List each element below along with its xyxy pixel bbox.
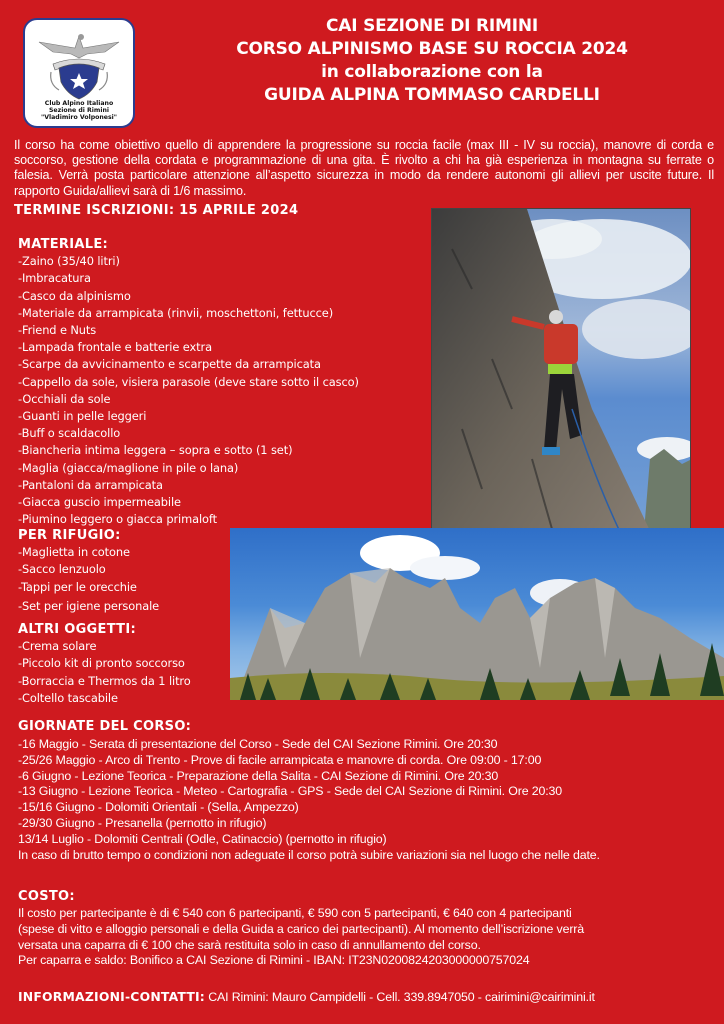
schedule-item: -13 Giugno - Lezione Teorica - Meteo - Cartografia - GPS - Sede del CAI Sezione di Rimini. Ore 20:30 (18, 784, 562, 799)
intro-paragraph: Il corso ha come obiettivo quello di apprendere la progressione su roccia facile (max III - IV su roccia), manovre di corda e soccorso, gestione della cordata e programmazione di una gita. È rivolto a chi ha già esperienza in montagna su ferrate o falesia. Verrà posta particolare attenzione all’aspetto sicurezza in modo da rendere autonomi gli allievi per uscite future. Il rapporto Guida/allievi sarà di 1/6 massimo. (14, 138, 714, 198)
materiale-section (18, 236, 359, 528)
giornate-section (18, 737, 600, 863)
giornate-title: GIORNATE DEL CORSO: (18, 719, 192, 734)
altri-title: ALTRI OGGETTI: (18, 622, 136, 637)
title-line-1: CAI SEZIONE DI RIMINI (326, 16, 538, 36)
costo-line: (spese di vitto e alloggio personali e della Guida a carico dei partecipanti). Al momento dell’iscrizione verrà (18, 921, 585, 936)
dolomites-panorama-art (230, 528, 724, 700)
schedule-item: -15/16 Giugno - Dolomiti Orientali - (Sella, Ampezzo) (18, 800, 299, 815)
landscape-photo (230, 528, 724, 700)
costo-section (18, 906, 710, 969)
schedule-item: -6 Giugno - Lezione Teorica - Preparazione della Salita - CAI Sezione di Rimini. Ore 20:30 (18, 768, 499, 783)
title-line-4: GUIDA ALPINA TOMMASO CARDELLI (264, 85, 600, 105)
list-item: -Piccolo kit di pronto soccorso (18, 656, 185, 671)
contacts-text: CAI Rimini: Mauro Campidelli - Cell. 339.8947050 - cairimini@cairimini.it (204, 990, 595, 1004)
list-item: -Giacca guscio impermeabile (18, 495, 181, 510)
rifugio-title: PER RIFUGIO: (18, 528, 121, 543)
title-line-3: in collaborazione con la (321, 62, 543, 82)
schedule-item: -25/26 Maggio - Arco di Trento - Prove di facile arrampicata e manovre di corda. Ore 09:00 - 17:00 (18, 752, 542, 767)
list-item: -Occhiali da sole (18, 391, 111, 406)
logo-caption (25, 100, 133, 121)
contacts (18, 989, 595, 1004)
list-item: -Crema solare (18, 639, 97, 654)
cai-logo (23, 18, 135, 128)
list-item: -Sacco lenzuolo (18, 562, 106, 577)
contacts-label: INFORMAZIONI-CONTATTI: (18, 989, 205, 1004)
page-title (140, 15, 724, 107)
logo-line: "Vladimiro Volponesi" (40, 114, 117, 121)
list-item: -Tappi per le orecchie (18, 579, 137, 594)
list-item: -Guanti in pelle leggeri (18, 409, 147, 424)
list-item: -Friend e Nuts (18, 323, 97, 338)
list-item: -Coltello tascabile (18, 690, 118, 705)
list-item: -Maglietta in cotone (18, 545, 130, 560)
climber-photo (431, 208, 691, 555)
rifugio-section (18, 527, 159, 615)
list-item: -Borraccia e Thermos da 1 litro (18, 673, 191, 688)
costo-title: COSTO: (18, 889, 75, 904)
schedule-item: 13/14 Luglio - Dolomiti Centrali (Odle, Catinaccio) (pernotto in rifugio) (18, 831, 387, 846)
materiale-title: MATERIALE: (18, 237, 109, 252)
list-item: -Set per igiene personale (18, 598, 160, 613)
costo-line: versata una caparra di € 100 che sarà restituita solo in caso di annullamento del corso. (18, 937, 481, 952)
logo-line: Sezione di Rimini (48, 107, 110, 114)
list-item: -Lampada frontale e batterie extra (18, 340, 212, 355)
schedule-item: -16 Maggio - Serata di presentazione del Corso - Sede del CAI Sezione Rimini. Ore 20:30 (18, 737, 498, 751)
list-item: -Materiale da arrampicata (rinvii, moschettoni, fettucce) (18, 305, 334, 320)
climber-photo-art (432, 209, 691, 555)
schedule-note: In caso di brutto tempo o condizioni non adeguate il corso potrà subire variazioni sia nel luogo che nelle date. (18, 847, 600, 862)
list-item: -Zaino (35/40 litri) (18, 254, 120, 269)
title-line-2: CORSO ALPINISMO BASE SU ROCCIA 2024 (236, 39, 628, 59)
list-item: -Biancheria intima leggera – sopra e sotto (1 set) (18, 443, 293, 458)
costo-line: Per caparra e saldo: Bonifico a CAI Sezione di Rimini - IBAN: IT23N0200824203000000757024 (18, 953, 530, 968)
eagle-shield-icon (35, 26, 123, 100)
list-item: -Scarpe da avvicinamento e scarpette da arrampicata (18, 357, 321, 372)
list-item: -Casco da alpinismo (18, 288, 131, 303)
list-item: -Pantaloni da arrampicata (18, 477, 163, 492)
altri-section (18, 621, 191, 707)
list-item: -Buff o scaldacollo (18, 426, 121, 441)
schedule-item: -29/30 Giugno - Presanella (pernotto in rifugio) (18, 815, 267, 830)
costo-line: Il costo per partecipante è di € 540 con 6 partecipanti, € 590 con 5 partecipanti, € 640 con 4 partecipanti (18, 906, 572, 920)
logo-line: Club Alpino Italiano (44, 100, 114, 107)
registration-deadline: TERMINE ISCRIZIONI: 15 APRILE 2024 (14, 203, 299, 218)
list-item: -Maglia (giacca/maglione in pile o lana) (18, 460, 239, 475)
list-item: -Imbracatura (18, 271, 91, 286)
list-item: -Piumino leggero o giacca primaloft (18, 512, 218, 527)
list-item: -Cappello da sole, visiera parasole (deve stare sotto il casco) (18, 374, 359, 389)
